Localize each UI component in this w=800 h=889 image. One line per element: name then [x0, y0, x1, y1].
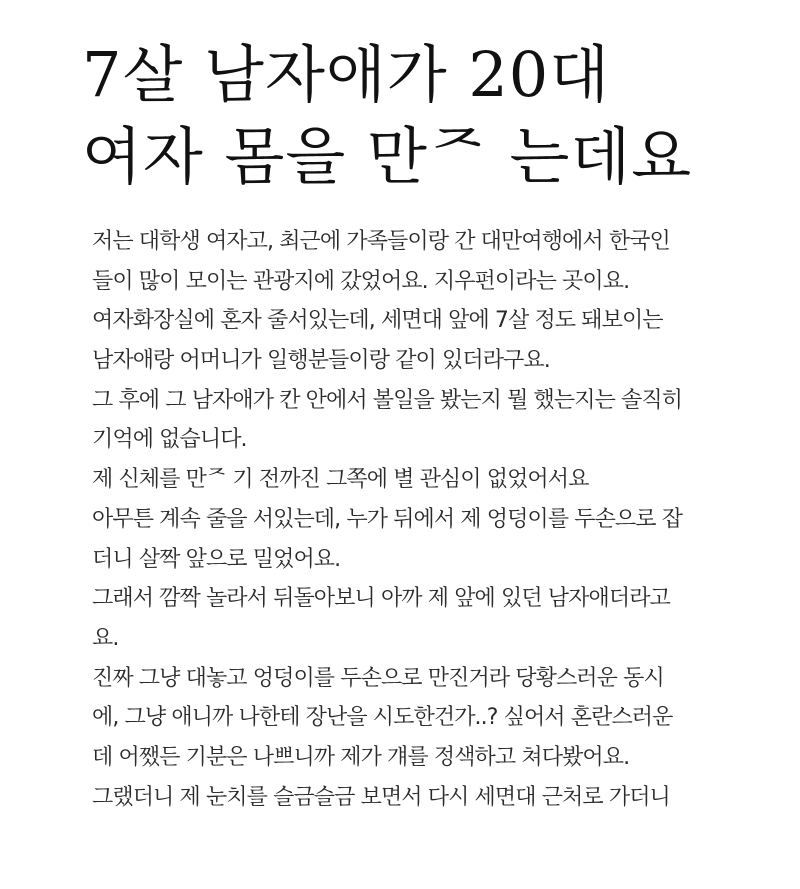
headline-line: 여자 몸을 만ᄌ 는데요	[82, 120, 693, 193]
body-line: 에, 그냥 애니까 나한테 장난을 시도한건가..? 싶어서 혼란스러운	[92, 705, 673, 731]
body-line: 그 후에 그 남자애가 칸 안에서 볼일을 봤는지 뭘 했는지는 솔직히	[92, 387, 683, 413]
body-line: 제 신체를 만ᄌ 기 전까진 그쪽에 별 관심이 없었어서요	[92, 467, 589, 493]
body-line: 기억에 없습니다.	[92, 427, 247, 453]
article-body	[92, 222, 732, 817]
body-line: 요.	[92, 625, 119, 651]
body-line: 더니 살짝 앞으로 밀었어요.	[92, 546, 341, 572]
body-line: 여자화장실에 혼자 줄서있는데, 세면대 앞에 7살 정도 돼보이는	[92, 308, 663, 334]
body-line: 데 어쨌든 기분은 나쁘니까 제가 걔를 정색하고 쳐다봤어요.	[92, 744, 630, 770]
body-line: 들이 많이 모이는 관광지에 갔었어요. 지우펀이라는 곳이요.	[92, 268, 630, 294]
body-line: 그래서 깜짝 놀라서 뒤돌아보니 아까 제 앞에 있던 남자애더라고	[92, 586, 670, 612]
body-line: 진짜 그냥 대놓고 엉덩이를 두손으로 만진거라 당황스러운 동시	[92, 665, 664, 691]
headline-line: 7살 남자애가 20대	[82, 38, 611, 111]
body-line: 저는 대학생 여자고, 최근에 가족들이랑 간 대만여행에서 한국인	[92, 229, 670, 254]
body-line: 그랬더니 제 눈치를 슬금슬금 보면서 다시 세면대 근처로 가더니	[92, 784, 670, 810]
body-line: 아무튼 계속 줄을 서있는데, 누가 뒤에서 제 엉덩이를 두손으로 잡	[92, 506, 683, 532]
body-line: 남자애랑 어머니가 일행분들이랑 같이 있더라구요.	[92, 348, 550, 374]
article-headline	[82, 34, 782, 198]
